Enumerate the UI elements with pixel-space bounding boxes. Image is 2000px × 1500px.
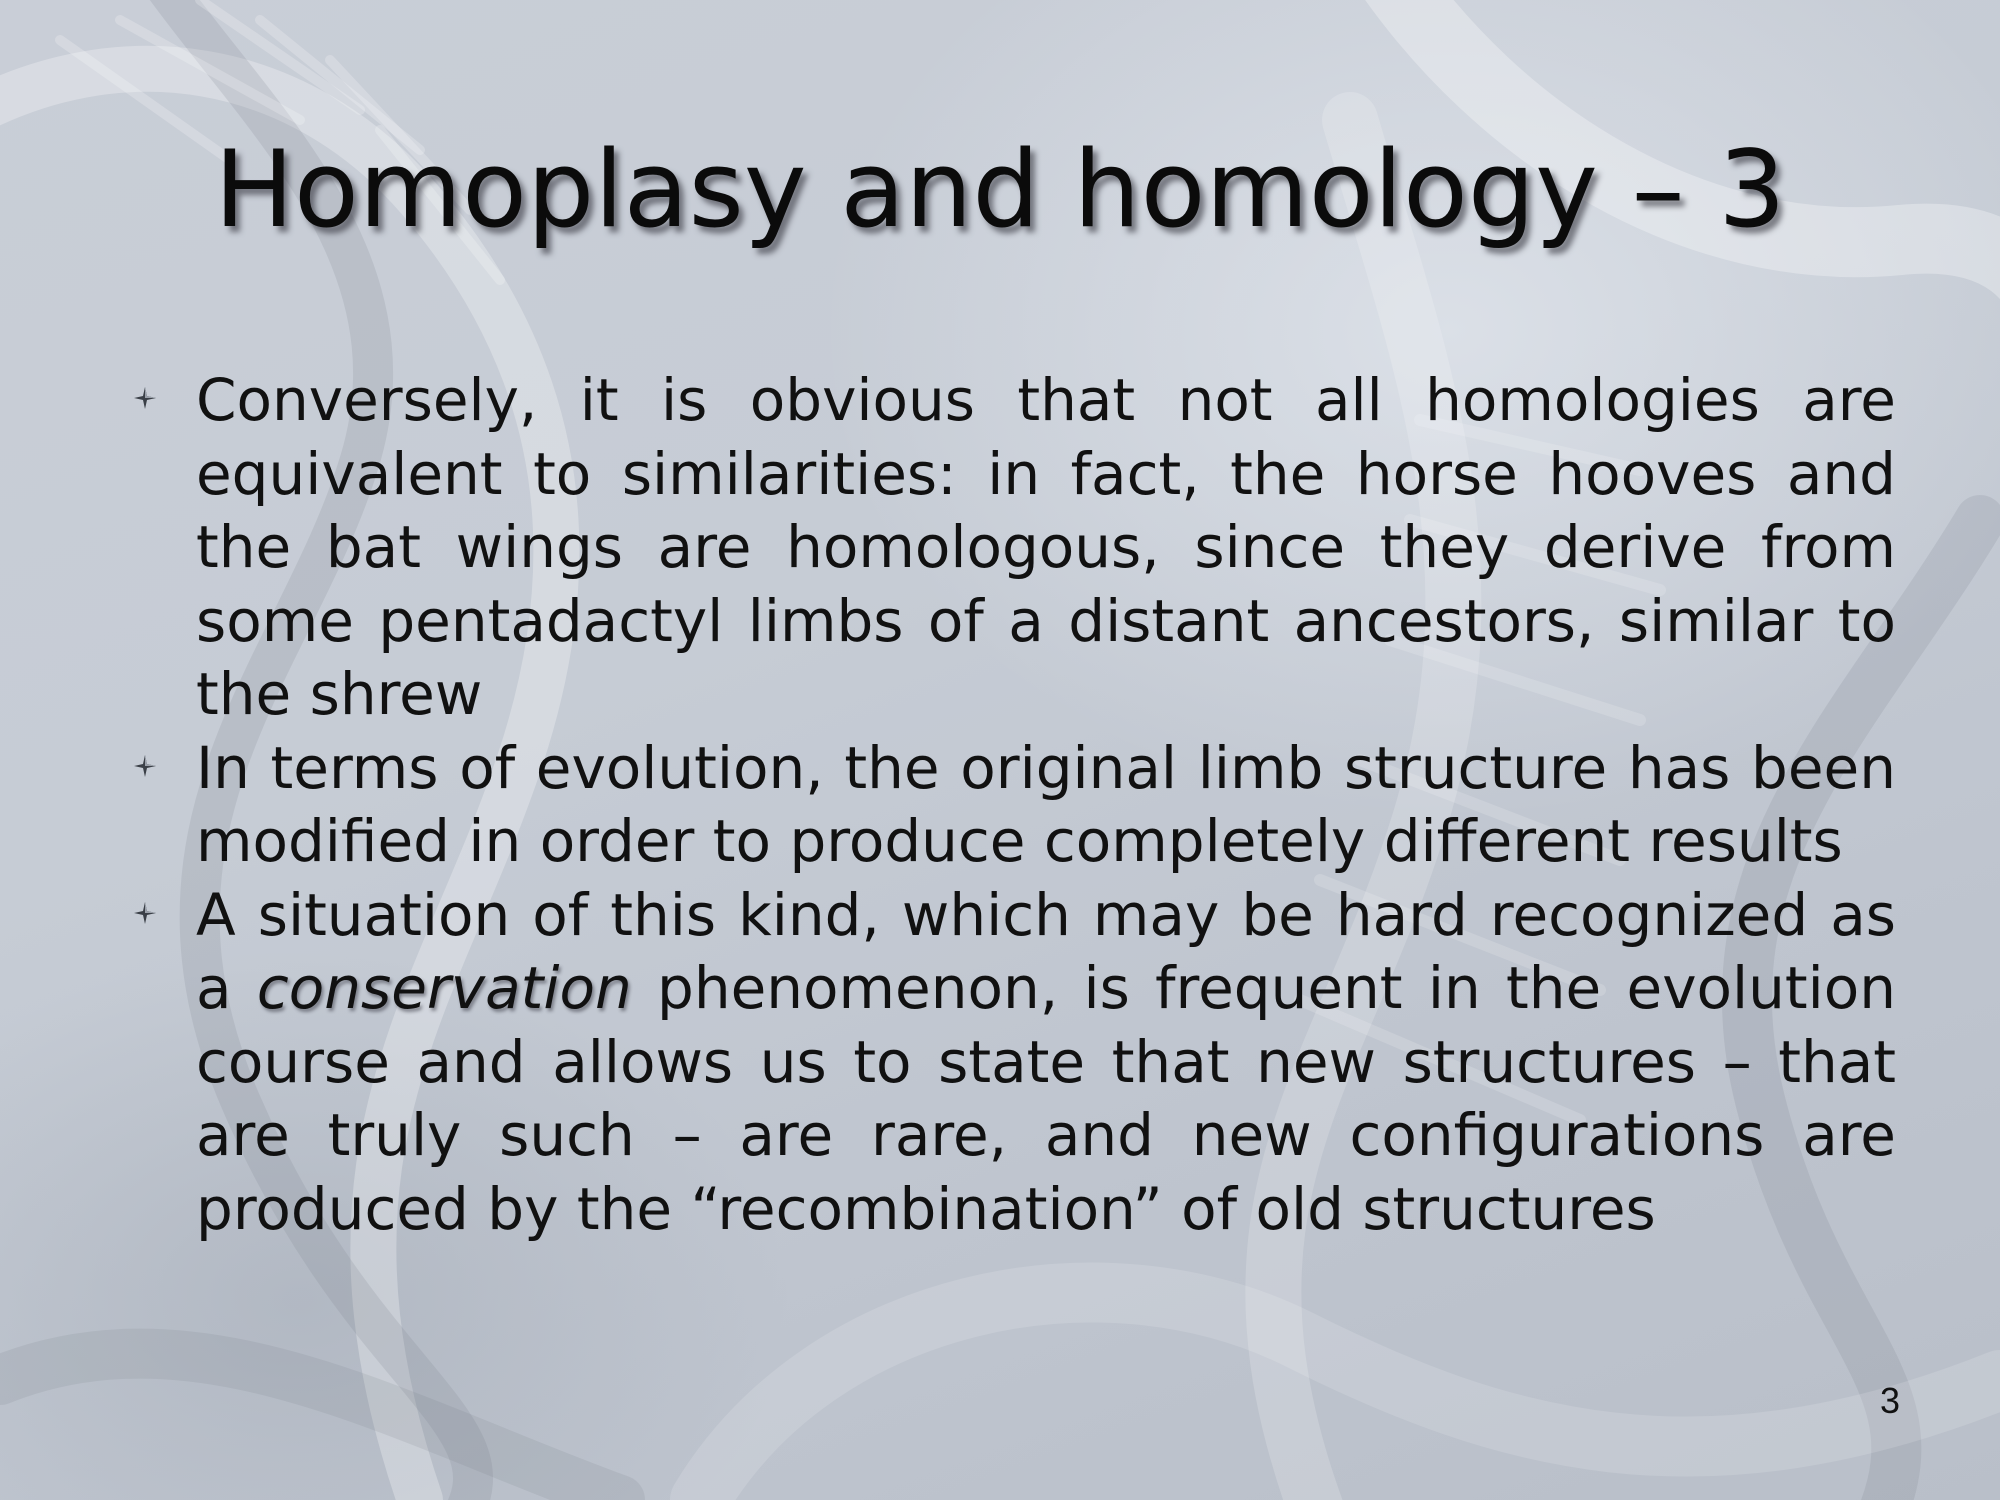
- emphasized-term: conservation: [256, 954, 632, 1022]
- four-point-star-icon: [134, 387, 156, 409]
- bullet-list: [196, 364, 1896, 1246]
- bullet-item-3: [196, 879, 1896, 1247]
- bullet-text-3-end: phenomenon, is frequent in the evolution course and allows us to state that new structures – that are truly such – are rare, and new configurations are produced by the “recombination” of old structures: [196, 954, 1896, 1243]
- four-point-star-icon: [134, 902, 156, 924]
- bullet-text-1: Conversely, it is obvious that not all homologies are equivalent to similarities: in fact, the horse hooves and the bat wings are homologous, since they derive from some pentadactyl limbs of a distant ancestors, similar to the shrew: [196, 366, 1896, 728]
- page-number: 3: [1879, 1380, 1900, 1421]
- bullet-item-2: [196, 732, 1896, 879]
- bullet-item-1: [196, 364, 1896, 732]
- bullet-text-2: In terms of evolution, the original limb structure has been modified in order to produce completely different results: [196, 733, 1896, 875]
- slide-title: Homoplasy and homology – 3: [214, 128, 1786, 251]
- bullet-text-3-start: A situation of this kind, which may be hard recognized as a: [196, 880, 1896, 1022]
- four-point-star-icon: [134, 755, 156, 777]
